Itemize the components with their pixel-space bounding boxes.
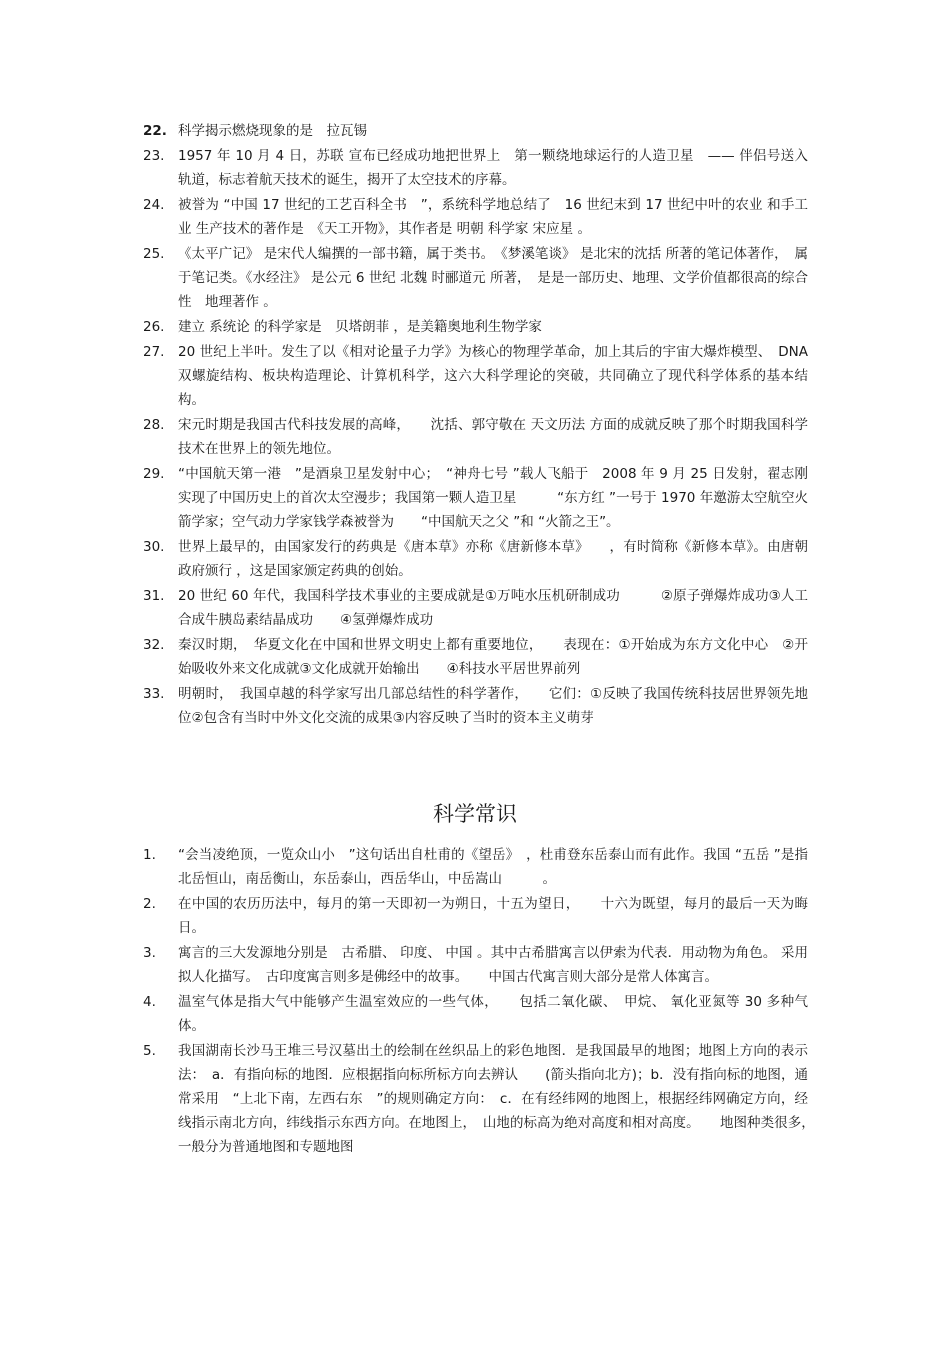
item-number: 29. (143, 466, 165, 482)
item-number: 33. (143, 686, 165, 702)
list-item (143, 584, 808, 632)
item-number: 30. (143, 539, 165, 555)
item-text: “中国航天第一港 ”是酒泉卫星发射中心； “神舟七号 ”载人飞船于 2008 年 9 月 25 日发射，翟志刚实现了中国历史上的首次太空漫步；我国第一颗人造卫星 “东方红 ”一号于 1970 年邀游太空航空火箭学家；空气动力学家钱学森被誉为 “中国航天之父 ”和 “火箭之王”。 (178, 466, 808, 530)
list-item (143, 990, 808, 1038)
item-text: 宋元时期是我国古代科技发展的高峰， 沈括、郭守敬在 天文历法 方面的成就反映了那个时期我国科学技术在世界上的领先地位。 (178, 417, 808, 457)
item-number: 25. (143, 246, 165, 262)
item-number: 24. (143, 197, 165, 213)
item-number: 5. (143, 1043, 156, 1059)
item-text: “会当凌绝顶，一览众山小 ”这句话出自杜甫的《望岳》 ，杜甫登东岳泰山而有此作。我国 “五岳 ”是指 北岳恒山，南岳衡山，东岳泰山，西岳华山，中岳嵩山 。 (178, 847, 808, 887)
item-text: 明朝时， 我国卓越的科学家写出几部总结性的科学著作， 它们：①反映了我国传统科技居世界领先地位②包含有当时中外文化交流的成果③内容反映了当时的资本主义萌芽 (178, 686, 808, 726)
section-title: 科学常识 (433, 802, 517, 826)
list-item (143, 462, 808, 534)
item-number: 31. (143, 588, 165, 604)
item-text: 寓言的三大发源地分别是 古希腊、 印度、 中国 。其中古希腊寓言以伊索为代表．用动物为角色。 采用拟人化描写。 古印度寓言则多是佛经中的故事。 中国古代寓言则大部分是常人体寓言。 (178, 945, 808, 985)
item-number: 4. (143, 994, 156, 1010)
list-item (143, 682, 808, 730)
list-item (143, 315, 808, 339)
item-number: 23. (143, 148, 165, 164)
list-item (143, 193, 808, 241)
item-text: 世界上最早的，由国家发行的药典是《唐本草》亦称《唐新修本草》 ，有时简称《新修本草》。由唐朝 政府颁行 ，这是国家颁定药典的创始。 (178, 539, 808, 579)
item-number: 27. (143, 344, 165, 360)
list-item (143, 843, 808, 891)
item-text: 1957 年 10 月 4 日，苏联 宣布已经成功地把世界上 第一颗绕地球运行的人造卫星 —— 伴侣号送入轨道，标志着航天技术的诞生，揭开了太空技术的序幕。 (178, 148, 808, 188)
item-text: 温室气体是指大气中能够产生温室效应的一些气体， 包括二氧化碳、 甲烷、 氧化亚氮等 30 多种气体。 (178, 994, 808, 1034)
list-item (143, 941, 808, 989)
item-number: 28. (143, 417, 165, 433)
knowledge-list-a (143, 119, 808, 731)
item-text: 建立 系统论 的科学家是 贝塔朗菲 ，是美籍奥地利生物学家 (178, 319, 542, 335)
item-number: 2. (143, 896, 156, 912)
list-item (143, 413, 808, 461)
item-text: 在中国的农历历法中，每月的第一天即初一为朔日，十五为望日， 十六为既望，每月的最后一天为晦日。 (178, 896, 808, 936)
list-item (143, 144, 808, 192)
item-number: 32. (143, 637, 165, 653)
list-item (143, 633, 808, 681)
item-text: 《太平广记》 是宋代人编撰的一部书籍，属于类书。 《梦溪笔谈》 是北宋的沈括 所著的笔记体著作， 属于笔记类。《水经注》 是公元 6 世纪 北魏 时郦道元 所著， 是是一部历史、地理、文学价值都很高的综合性 地理著作 。 (178, 246, 808, 310)
item-text: 秦汉时期， 华夏文化在中国和世界文明史上都有重要地位， 表现在：①开始成为东方文化中心 ②开始吸收外来文化成就③文化成就开始输出 ④科技水平居世界前列 (178, 637, 808, 677)
item-number: 1. (143, 847, 156, 863)
item-text: 20 世纪 60 年代，我国科学技术事业的主要成就是①万吨水压机研制成功 ②原子弹爆炸成功③人工合成牛胰岛素结晶成功 ④氢弹爆炸成功 (178, 588, 808, 628)
list-item (143, 535, 808, 583)
list-item (143, 340, 808, 412)
list-item (143, 1039, 822, 1159)
knowledge-list-b (143, 843, 822, 1160)
item-number: 3. (143, 945, 156, 961)
item-text: 20 世纪上半叶。发生了以《相对论量子力学》为核心的物理学革命，加上其后的宇宙大爆炸模型、 DNA 双螺旋结构、板块构造理论、计算机科学，这六大科学理论的突破，共同确立了现代科学体系的基本结构。 (178, 344, 808, 408)
item-text: 被誉为 “中国 17 世纪的工艺百科全书 ”，系统科学地总结了 16 世纪末到 17 世纪中叶的农业 和手工业 生产技术的著作是 《天工开物》，其作者是 明朝 科学家 宋应星 。 (178, 197, 808, 237)
list-item (143, 242, 808, 314)
list-item (143, 119, 808, 143)
item-number: 22. (143, 123, 167, 139)
item-number: 26. (143, 319, 165, 335)
item-text: 我国湖南长沙马王堆三号汉墓出土的绘制在丝织品上的彩色地图．是我国最早的地图；地图上方向的表示法： a．有指向标的地图．应根据指向标所标方向去辨认 (箭头指向北方)；b．没有指向标的地图，通常采用 “上北下南，左西右东 ”的规则确定方向： c．在有经纬网的地图上，根据经纬网确定方向，经线指示南北方向，纬线指示东西方向。在地图上， 山地的标高为绝对高度和相对高度。 地图种类很多， 一般分为普通地图和专题地图 (178, 1043, 822, 1155)
item-text: 科学揭示燃烧现象的是 拉瓦锡 (178, 123, 367, 139)
list-item (143, 892, 808, 940)
